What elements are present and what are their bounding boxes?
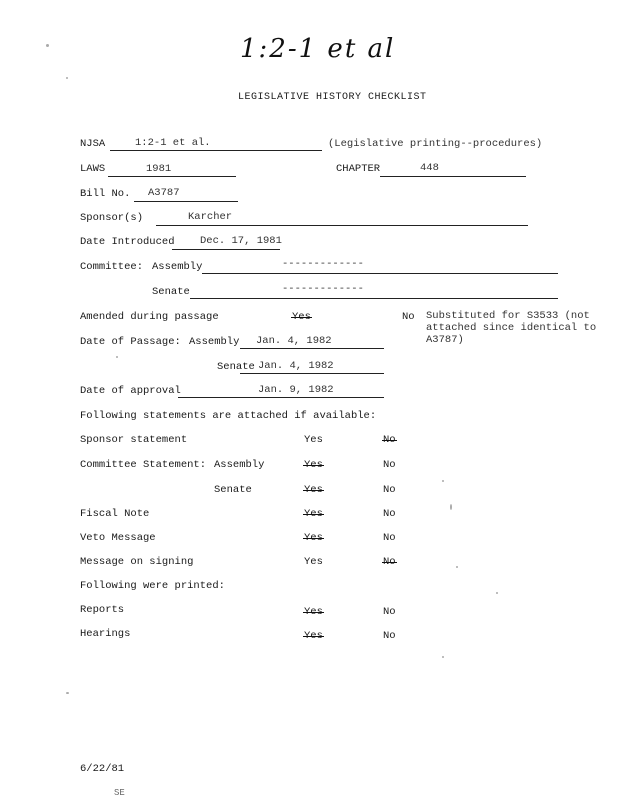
reports-no: No — [383, 606, 396, 618]
committee-statement-assembly-label: Assembly — [214, 459, 265, 471]
sponsor-value: Karcher — [188, 211, 233, 223]
veto-message-yes: Yes — [304, 532, 323, 544]
scan-speck — [456, 566, 458, 568]
sponsor-underline — [156, 225, 528, 226]
scan-speck — [116, 356, 118, 358]
scan-speck — [442, 656, 444, 658]
laws-label: LAWS — [80, 163, 106, 175]
laws-value: 1981 — [146, 163, 172, 175]
njsa-note: (Legislative printing--procedures) — [328, 138, 543, 150]
laws-underline — [108, 176, 236, 177]
hearings-label: Hearings — [80, 628, 131, 640]
hearings-yes: Yes — [304, 630, 323, 642]
sponsor-statement-no: No — [383, 434, 396, 446]
scan-speck — [66, 692, 69, 694]
fiscal-note-label: Fiscal Note — [80, 508, 150, 520]
committee-statement-assembly-no: No — [383, 459, 396, 471]
committee-senate-label: Senate — [152, 286, 190, 298]
veto-message-label: Veto Message — [80, 532, 156, 544]
committee-statement-senate-label: Senate — [214, 484, 252, 496]
printed-heading: Following were printed: — [80, 580, 225, 592]
scan-speck — [46, 44, 49, 47]
fiscal-note-no: No — [383, 508, 396, 520]
date-of-approval-underline — [178, 397, 384, 398]
passage-senate-underline — [240, 373, 384, 374]
chapter-value: 448 — [420, 162, 439, 174]
committee-statement-assembly-yes: Yes — [304, 459, 323, 471]
footer-date: 6/22/81 — [80, 763, 125, 775]
amended-note-line-3: A3787) — [426, 334, 464, 346]
sponsor-statement-yes: Yes — [304, 434, 323, 446]
scan-speck — [66, 77, 68, 79]
bill-no-label: Bill No. — [80, 188, 131, 200]
committee-statement-senate-yes: Yes — [304, 484, 323, 496]
reports-yes: Yes — [304, 606, 323, 618]
date-introduced-value: Dec. 17, 1981 — [200, 235, 282, 247]
message-on-signing-label: Message on signing — [80, 556, 194, 568]
committee-statement-senate-no: No — [383, 484, 396, 496]
njsa-underline — [110, 150, 322, 151]
chapter-label: CHAPTER — [336, 163, 381, 175]
amended-yes: Yes — [292, 311, 311, 323]
bill-no-value: A3787 — [148, 187, 180, 199]
committee-label: Committee: — [80, 261, 144, 273]
amended-note-line-1: Substituted for S3533 (not — [426, 310, 590, 322]
chapter-underline — [380, 176, 526, 177]
hearings-no: No — [383, 630, 396, 642]
njsa-label: NJSA — [80, 138, 106, 150]
bill-no-underline — [134, 201, 238, 202]
date-of-approval-label: Date of approval — [80, 385, 181, 397]
fiscal-note-yes: Yes — [304, 508, 323, 520]
attached-heading: Following statements are attached if available: — [80, 410, 377, 422]
amended-no: No — [402, 311, 415, 323]
passage-assembly-value: Jan. 4, 1982 — [256, 335, 332, 347]
passage-assembly-label: Assembly — [189, 336, 240, 348]
committee-statement-label: Committee Statement: — [80, 459, 207, 471]
handwritten-citation: 1:2-1 et al — [240, 34, 396, 64]
date-of-approval-value: Jan. 9, 1982 — [258, 384, 334, 396]
date-introduced-underline — [172, 249, 280, 250]
message-on-signing-yes: Yes — [304, 556, 323, 568]
date-of-passage-label: Date of Passage: — [80, 336, 181, 348]
sponsor-label: Sponsor(s) — [80, 212, 144, 224]
page-title: LEGISLATIVE HISTORY CHECKLIST — [238, 92, 427, 103]
passage-senate-value: Jan. 4, 1982 — [258, 360, 334, 372]
njsa-value: 1:2-1 et al. — [135, 137, 211, 149]
committee-assembly-label: Assembly — [152, 261, 203, 273]
message-on-signing-no: No — [383, 556, 396, 568]
passage-senate-label: Senate — [217, 361, 255, 373]
passage-assembly-underline — [240, 348, 384, 349]
committee-senate-underline — [190, 298, 558, 299]
date-introduced-label: Date Introduced — [80, 236, 175, 248]
scan-speck — [442, 480, 444, 482]
scan-speck — [450, 504, 452, 510]
footer-mark: SE — [114, 788, 125, 798]
scan-speck — [496, 592, 498, 594]
committee-senate-value: ------------- — [282, 283, 364, 295]
reports-label: Reports — [80, 604, 125, 616]
committee-assembly-underline — [202, 273, 558, 274]
amended-label: Amended during passage — [80, 311, 219, 323]
sponsor-statement-label: Sponsor statement — [80, 434, 188, 446]
amended-note-line-2: attached since identical to — [426, 322, 597, 334]
committee-assembly-value: ------------- — [282, 258, 364, 270]
veto-message-no: No — [383, 532, 396, 544]
